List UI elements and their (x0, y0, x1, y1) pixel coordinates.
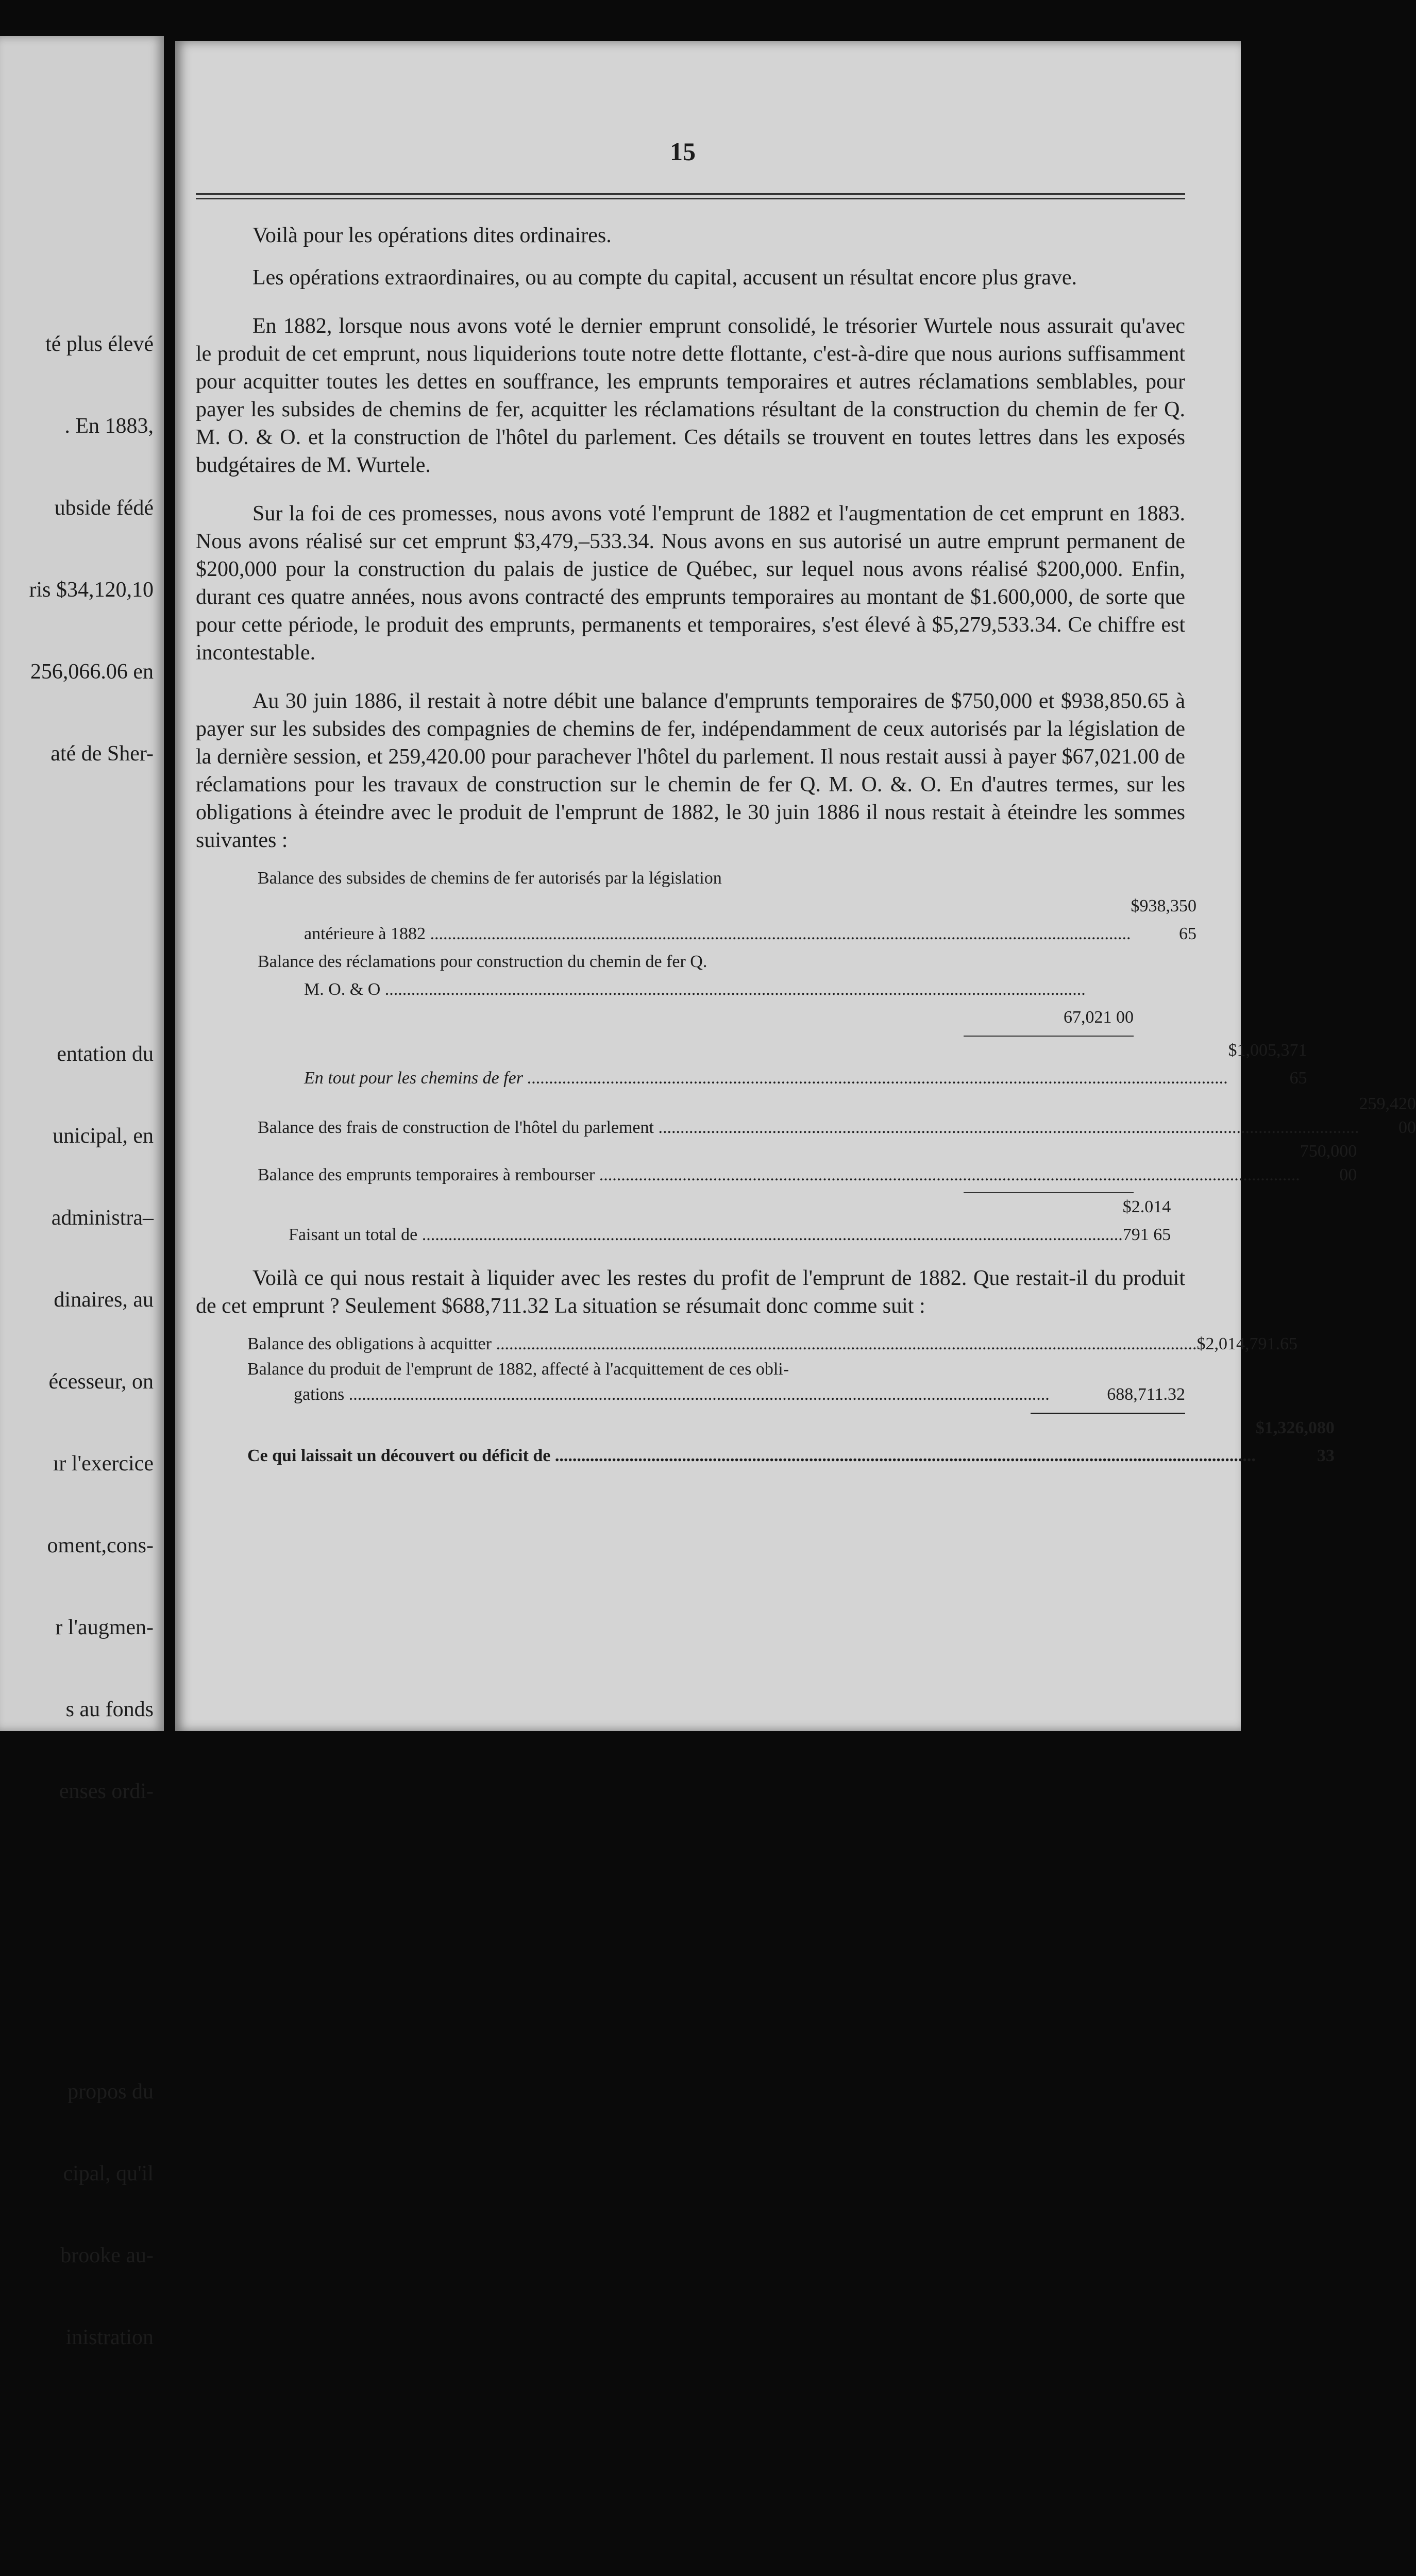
ledger-amount: $2,014,791.65 (1196, 1334, 1297, 1353)
left-block-c (0, 2024, 154, 2406)
ledger-row (258, 948, 1134, 1031)
left-block-b (0, 986, 154, 1860)
paragraph-2: Les opérations extraordinaires, ou au compte du capital, accusent un résultat encore plus grave. (252, 266, 1077, 290)
ledger-row (258, 1140, 1357, 1187)
left-line: enses ordi- (59, 1780, 154, 1803)
left-line: ır l'exercice (53, 1452, 154, 1476)
left-line: administra– (51, 1206, 154, 1230)
ledger-total-amount: $1,326,080 33 (1255, 1418, 1335, 1465)
ledger-row (258, 865, 1196, 948)
header-rule-top (196, 193, 1185, 195)
ledger-total-row (247, 1414, 1335, 1470)
left-line: dinaires, au (54, 1288, 154, 1312)
ledger-row (258, 1092, 1416, 1140)
left-page-fragment (0, 36, 164, 2349)
paragraph-4: Sur la foi de ces promesses, nous avons voté l'emprunt de 1882 et l'augmentation de cet emprunt en 1883. Nous avons réalisé sur cet emprunt $3,479,–533.34. Nous avons en sus autorisé un autre emprunt permanent de $200,000 pour la construction du palais de justice de Québec, sur lequel nous avons réalisé $200,000. Enfin, durant ces quatre années, nous avons contracté des emprunts temporaires au montant de $1.600,000, de sorte que pour cette période, le produit des emprunts, permanents et temporaires, s'est élevé à $5,279,533.34. Ce chiffre est incontestable. (196, 502, 1185, 665)
left-line: oment,cons- (47, 1534, 154, 1557)
left-line: propos du (68, 2080, 154, 2104)
left-line: cipal, qu'il (63, 2162, 154, 2185)
left-line: brooke au- (60, 2244, 154, 2267)
left-line: r l'augmen- (55, 1616, 154, 1639)
left-block-d (0, 2570, 154, 2576)
left-line: inistration (65, 2326, 154, 2349)
ledger-row (247, 1330, 1297, 1358)
ledger-total-amount: $2.014 791 65 (1122, 1197, 1171, 1244)
ledger-amount: 750,000 00 (1300, 1142, 1357, 1184)
left-line: . En 1883, (64, 414, 154, 438)
ledger-label: Balance des emprunts temporaires à rembourser ..... (258, 1163, 1300, 1187)
ledger-label: Balance des obligations à acquitter ..... (247, 1330, 1196, 1358)
left-block-a (0, 276, 154, 822)
left-line: s au fonds (65, 1698, 154, 1721)
left-line: ubside fédé (54, 496, 154, 520)
left-line: té plus élevé (45, 332, 154, 356)
left-line: até de Sher- (50, 742, 154, 766)
ledger-label: En tout pour les chemins de fer ..... (304, 1064, 1228, 1092)
ledger-amount: 259,420 00 (1359, 1094, 1416, 1137)
paragraph-3: En 1882, lorsque nous avons voté le dernier emprunt consolidé, le trésorier Wurtele nous assurait qu'avec le produit de cet emprunt, nous liquiderions toute notre dette flottante, c'est-à-dire que nous aurions suffisamment pour acquitter toutes les dettes en souffrance, les emprunts temporaires et autres réclamations semblables, pour payer les subsides de chemins de fer, acquitter les réclamations résultant de la construction du chemin de fer Q. M. O. & O. et la construction de l'hôtel du parlement. Ces détails se trouvent en toutes lettres dans les exposés budgétaires de M. Wurtele. (196, 314, 1185, 477)
header-rule-bottom (196, 198, 1185, 199)
ledger-amount: $1,005,371 65 (1228, 1041, 1307, 1088)
ledger-label: Balance du produit de l'emprunt de 1882, affecté à l'acquittement de ces obli- (247, 1360, 789, 1379)
ledger-total-row (258, 1193, 1171, 1249)
ledger-row (247, 1358, 1185, 1409)
page-body (196, 222, 1416, 1485)
left-line: 256,066.06 en (30, 660, 154, 684)
ledger-label: antérieure à 1882 ..... (304, 920, 1131, 948)
ledger-summary (247, 1330, 1335, 1470)
left-line: unicipal, en (53, 1124, 154, 1148)
ledger-row (258, 1037, 1307, 1092)
paragraph-1: Voilà pour les opérations dites ordinaires. (252, 224, 612, 247)
paragraph-6: Voilà ce qui nous restait à liquider avec les restes du profit de l'emprunt de 1882. Que restait-il du produit de cet emprunt ? Seulement $688,711.32 La situation se résumait donc comme suit : (196, 1266, 1185, 1318)
ledger-label: Balance des frais de construction de l'hôtel du parlement ..... (258, 1116, 1359, 1140)
ledger-railways (258, 865, 1416, 1249)
ledger-total-label: Ce qui laissait un découvert ou déficit de ..... (247, 1442, 1256, 1470)
page-number: 15 (670, 137, 696, 166)
left-line: ris $34,120,10 (29, 578, 154, 602)
left-line: écesseur, on (48, 1370, 154, 1394)
ledger-amount: 67,021 00 (1064, 1008, 1134, 1027)
ledger-total-label: Faisant un total de ..... (289, 1221, 1123, 1249)
paragraph-5: Au 30 juin 1886, il restait à notre débit une balance d'emprunts temporaires de $750,000 et $938,850.65 à payer sur les subsides des compagnies de chemins de fer, indépendamment de ceux autorisés par la législation de la dernière session, et 259,420.00 pour parachever l'hôtel du parlement. Il nous restait aussi à payer $67,021.00 de réclamations pour les travaux de construction sur le chemin de fer Q. M. O. &. O. En d'autres termes, sur les obligations à éteindre avec le produit de l'emprunt de 1882, le 30 juin 1886 il nous restait à éteindre les sommes suivantes : (196, 689, 1185, 852)
ledger-amount: $938,350 65 (1131, 896, 1196, 943)
ledger-label: Balance des réclamations pour construction du chemin de fer Q. (258, 952, 707, 971)
ledger-label: gations ..... (294, 1381, 1050, 1409)
ledger-label: Balance des subsides de chemins de fer autorisés par la législation (258, 869, 722, 888)
left-page-text (0, 222, 154, 2576)
ledger-amount: 688,711.32 (1107, 1385, 1185, 1404)
ledger-label: M. O. & O ..... (304, 976, 1134, 1004)
left-line: entation du (57, 1042, 154, 1066)
